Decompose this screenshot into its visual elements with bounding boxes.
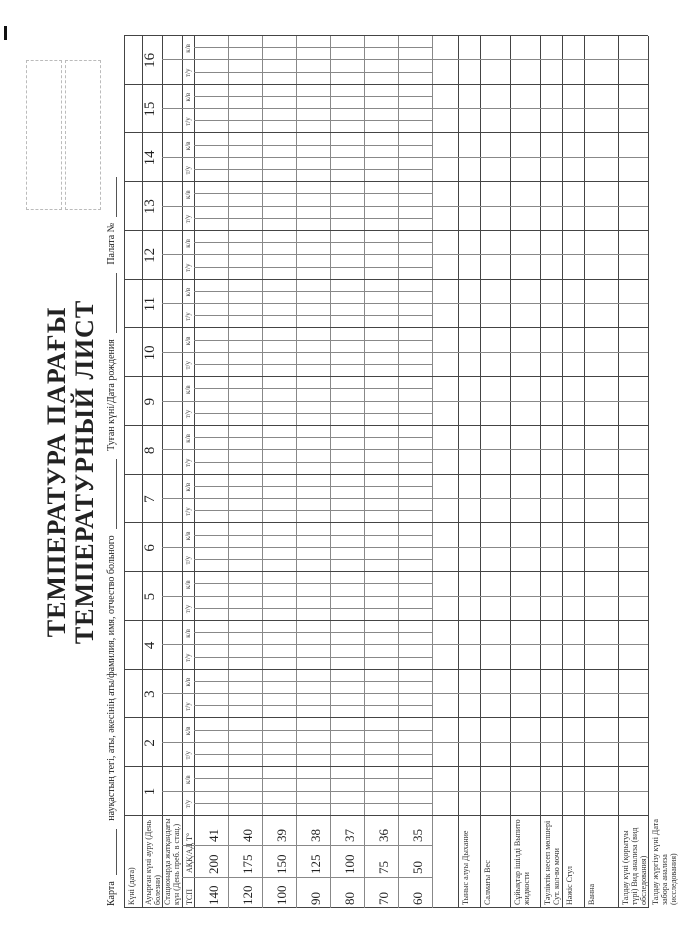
quarter-line	[194, 705, 432, 706]
quarter-line	[194, 401, 432, 402]
grid-label-separator	[124, 815, 648, 816]
grid-row-line	[398, 36, 399, 908]
grid-row-line	[262, 36, 263, 908]
day-number: 1	[142, 787, 158, 796]
quarter-line	[194, 547, 432, 548]
scale-bp: 100	[342, 854, 357, 874]
scale-temp: 36	[376, 829, 391, 842]
rotated-form	[20, 32, 678, 912]
grid-row-line	[182, 36, 183, 908]
day-number: 13	[142, 199, 158, 215]
scale-temp: 41	[206, 829, 221, 842]
morning-label: т/у	[184, 214, 192, 224]
row-label-exam-date: Талдау жүргізу күні Дата забора анализа (исследования)	[651, 819, 678, 905]
quarter-line	[194, 340, 432, 341]
quarter-line	[194, 291, 432, 292]
scale-pulse: 120	[240, 885, 255, 905]
day-number: 12	[142, 247, 158, 263]
morning-label: т/у	[184, 68, 192, 78]
quarter-line	[194, 583, 432, 584]
day-number: 6	[142, 544, 158, 552]
quarter-line	[194, 535, 432, 536]
evening-label: к/в	[184, 190, 192, 199]
day-number: 5	[142, 592, 158, 601]
evening-label: к/в	[184, 434, 192, 443]
morning-label: т/у	[184, 799, 192, 809]
evening-label: к/в	[184, 775, 192, 784]
title-russian: ТЕМПЕРАТУРНЫЙ ЛИСТ	[70, 299, 99, 645]
morning-label: т/у	[184, 117, 192, 126]
quarter-line	[194, 608, 432, 609]
day-number: 8	[142, 446, 158, 455]
scale-col-line	[182, 845, 432, 846]
quarter-line	[194, 218, 432, 219]
day-col-line	[124, 328, 648, 329]
grid-border-right	[124, 35, 648, 36]
grid-row-line	[562, 36, 563, 908]
grid-row-line	[364, 36, 365, 908]
quarter-line	[194, 169, 432, 170]
ward-label: Палата №	[106, 222, 117, 265]
row-label-bath: Ванна	[587, 884, 596, 905]
row-label-stool: Нәжіс Стул	[565, 866, 574, 905]
quarter-line	[194, 803, 432, 804]
scale-temp: 35	[410, 829, 425, 842]
scale-pulse: 140	[206, 885, 221, 905]
quarter-line	[194, 315, 432, 316]
evening-label: к/в	[184, 239, 192, 248]
day-number: 3	[142, 690, 158, 698]
morning-label: т/у	[184, 751, 192, 760]
birth-date-label: Туған күні/Дата рождения	[106, 339, 117, 451]
day-col-line	[124, 766, 648, 767]
scale-temp: 40	[240, 829, 255, 842]
day-col-line	[124, 620, 648, 621]
quarter-line	[194, 267, 432, 268]
evening-label: к/в	[184, 629, 192, 638]
row-label-exam: Талдау күні (қорытуы түрі) Вид анализа (вид обследования)	[621, 827, 648, 905]
morning-label: т/у	[184, 361, 192, 370]
quarter-line	[194, 145, 432, 146]
morning-label: т/у	[184, 702, 192, 711]
day-col-line	[124, 279, 648, 280]
quarter-line	[194, 596, 432, 597]
quarter-line	[194, 486, 432, 487]
day-col-line	[124, 230, 648, 231]
evening-label: к/в	[184, 44, 192, 53]
morning-label: т/у	[184, 312, 192, 321]
evening-label: к/в	[184, 677, 192, 687]
quarter-line	[194, 559, 432, 560]
day-col-line	[124, 718, 648, 719]
corner-mark	[4, 26, 7, 40]
row-label-illness-day: Ауырған күні ауру (День болезни)	[144, 820, 162, 905]
vital-header: АҚҚ/АД	[185, 843, 194, 873]
quarter-line	[194, 254, 432, 255]
scale-bp: 200	[206, 854, 221, 874]
quarter-line	[194, 449, 432, 450]
day-col-line	[124, 425, 648, 426]
patient-name-field[interactable]	[116, 459, 117, 529]
quarter-line	[194, 681, 432, 682]
day-number: 4	[142, 641, 158, 650]
grid-border-bottom	[648, 36, 649, 908]
quarter-line	[194, 644, 432, 645]
quarter-line	[194, 657, 432, 658]
grid-row-line	[194, 36, 195, 908]
vital-header: Т°	[185, 832, 194, 841]
day-number: 7	[142, 495, 158, 503]
quarter-line	[194, 437, 432, 438]
evening-label: к/в	[184, 141, 192, 151]
day-col-line	[124, 474, 648, 475]
quarter-line	[194, 303, 432, 304]
birth-date-field[interactable]	[116, 273, 117, 333]
quarter-line	[194, 193, 432, 194]
quarter-line	[194, 510, 432, 511]
form-stamp	[26, 60, 100, 210]
morning-label: т/у	[184, 556, 192, 565]
day-col-line	[124, 669, 648, 670]
day-number: 11	[142, 296, 158, 312]
row-label-urine: Тәуліктік несеп мөлшері Сут. кол-во мочи	[543, 820, 561, 905]
scale-bp: 175	[240, 854, 255, 874]
day-col-line	[124, 376, 648, 377]
scale-bp: 150	[274, 854, 289, 874]
quarter-line	[194, 730, 432, 731]
evening-label: к/в	[184, 287, 192, 297]
scale-temp: 38	[308, 829, 323, 842]
scale-pulse: 90	[308, 892, 323, 905]
ward-field[interactable]	[116, 177, 117, 217]
morning-label: т/у	[184, 604, 192, 614]
scale-pulse: 60	[410, 892, 425, 905]
day-col-line	[124, 181, 648, 182]
grid-row-line	[618, 36, 619, 908]
scale-pulse: 80	[342, 892, 357, 905]
day-number: 15	[142, 101, 158, 117]
quarter-line	[194, 242, 432, 243]
patient-name-label: науқастың тегі, аты, әкесінің аты/фамилия, имя, отчество больного	[106, 535, 117, 821]
quarter-line	[194, 778, 432, 779]
evening-label: к/в	[184, 92, 192, 102]
quarter-line	[194, 120, 432, 121]
quarter-line	[194, 754, 432, 755]
day-number: 9	[142, 397, 158, 406]
scale-pulse: 70	[376, 892, 391, 905]
evening-label: к/в	[184, 726, 192, 736]
patient-info-line	[106, 40, 117, 906]
grid-row-line	[162, 36, 163, 908]
scale-temp: 39	[274, 829, 289, 842]
grid-row-line	[458, 36, 459, 908]
quarter-line	[194, 108, 432, 109]
grid-row-line	[296, 36, 297, 908]
row-label-hospital-day: Стационарда жатқандағы күн (День преб. в стац.)	[163, 818, 181, 905]
row-label-weight: Салмағы Вес	[483, 860, 492, 905]
quarter-line	[194, 498, 432, 499]
day-col-line	[124, 84, 648, 85]
quarter-line	[194, 632, 432, 633]
evening-label: к/в	[184, 531, 192, 541]
scale-col-line	[182, 877, 432, 878]
title-kazakh: ТЕМПЕРАТУРА ПАРАҒЫ	[42, 306, 71, 638]
evening-label: к/в	[184, 580, 192, 589]
vitals-grid	[124, 36, 678, 908]
morning-label: т/у	[184, 409, 192, 419]
evening-label: к/в	[184, 482, 192, 492]
day-number: 10	[142, 345, 158, 361]
day-number: 16	[142, 52, 158, 68]
grid-row-line	[228, 36, 229, 908]
row-label-fluid: Сұйықтар ішілді Выпито жидкости	[513, 819, 531, 905]
day-col-line	[124, 133, 648, 134]
evening-label: к/в	[184, 336, 192, 346]
grid-row-line	[584, 36, 585, 908]
morning-label: т/у	[184, 507, 192, 516]
scale-temp: 37	[342, 829, 357, 842]
quarter-line	[194, 693, 432, 694]
quarter-line	[194, 413, 432, 414]
scale-bp: 50	[410, 861, 425, 874]
day-number: 2	[142, 739, 158, 747]
quarter-line	[194, 791, 432, 792]
grid-row-line	[432, 36, 433, 908]
morning-label: т/у	[184, 458, 192, 468]
morning-label: т/у	[184, 166, 192, 175]
day-col-line	[124, 523, 648, 524]
grid-row-line	[510, 36, 511, 908]
day-col-line	[124, 571, 648, 572]
quarter-line	[194, 364, 432, 365]
evening-label: к/в	[184, 385, 192, 394]
grid-row-line	[540, 36, 541, 908]
quarter-line	[194, 206, 432, 207]
grid-border-top	[124, 36, 125, 908]
quarter-line	[194, 352, 432, 353]
row-label-breathing: Тыныс алуы Дыхание	[461, 830, 470, 905]
day-number: 14	[142, 150, 158, 166]
quarter-line	[194, 59, 432, 60]
scale-bp: 125	[308, 854, 323, 874]
quarter-line	[194, 388, 432, 389]
scale-pulse: 100	[274, 885, 289, 905]
vital-header: ТСП	[185, 889, 194, 905]
grid-row-line	[330, 36, 331, 908]
quarter-line	[194, 742, 432, 743]
quarter-line	[194, 96, 432, 97]
quarter-line	[194, 72, 432, 73]
scale-bp: 75	[376, 861, 391, 874]
card-label: Карта	[106, 881, 117, 906]
quarter-line	[194, 157, 432, 158]
row-label-date: Күні (дата)	[127, 867, 136, 905]
card-field[interactable]	[116, 829, 117, 875]
morning-label: т/у	[184, 263, 192, 273]
grid-row-line	[480, 36, 481, 908]
morning-label: т/у	[184, 653, 192, 663]
quarter-line	[194, 462, 432, 463]
grid-border-left	[124, 907, 648, 908]
quarter-line	[194, 47, 432, 48]
